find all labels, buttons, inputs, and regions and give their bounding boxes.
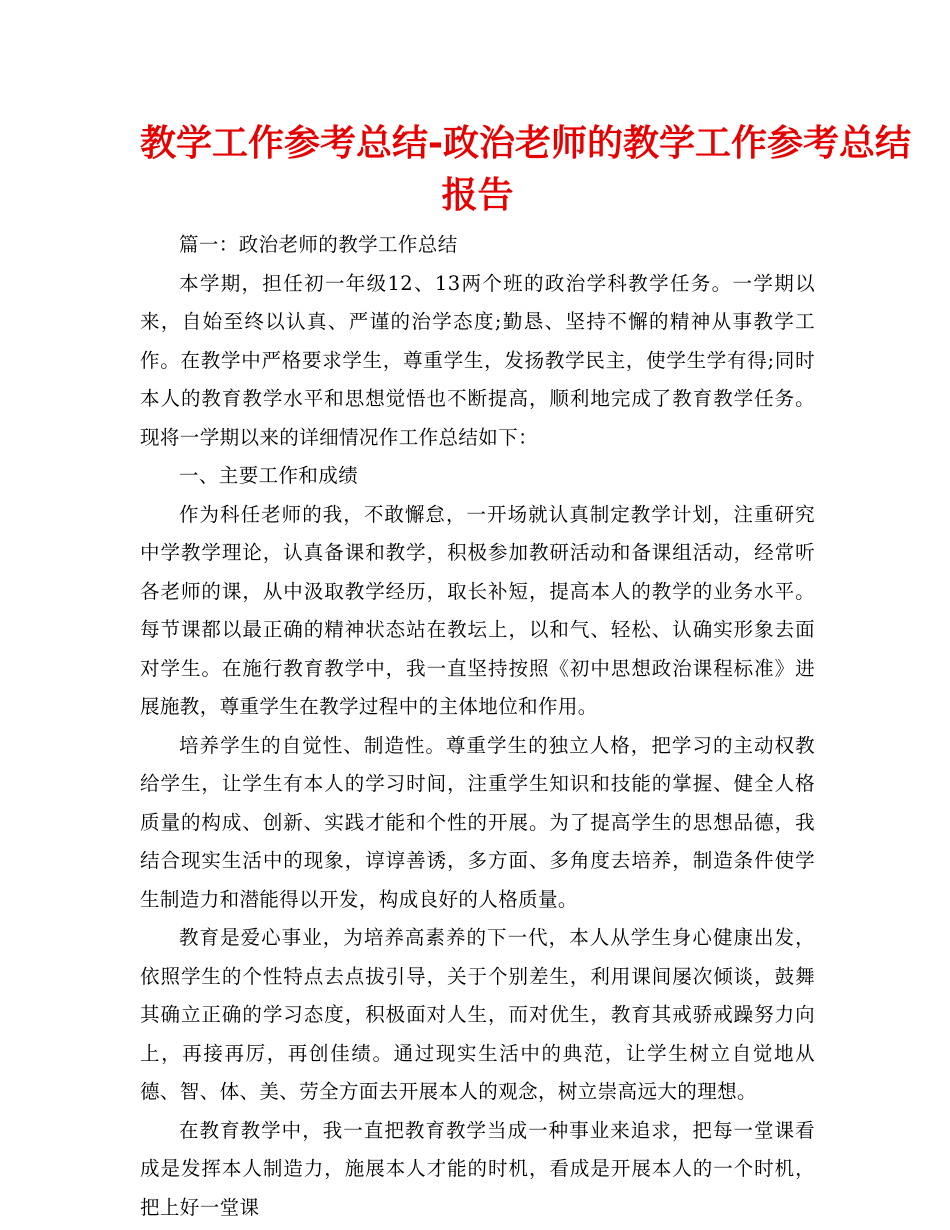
paragraph-intro: 本学期，担任初一年级12、13两个班的政治学科教学任务。一学期以来，自始至终以认真、严谨的治学态度;勤恳、坚持不懈的精神从事教学工作。在教学中严格要求学生，尊重学生，发扬教学民主，使学生学有得;同时本人的教育教学水平和思想觉悟也不断提高，顺利地完成了教育教学任务。现将一学期以来的详细情况作工作总结如下： <box>140 271 815 449</box>
title-line-1: 教学工作参考总结-政治老师的教学工作参考总结 <box>140 123 911 164</box>
paragraph-caring-education: 教育是爱心事业，为培养高素养的下一代，本人从学生身心健康出发，依照学生的个性特点去点拔引导，关于个别差生，利用课间屡次倾谈，鼓舞其确立正确的学习态度，积极面对人生，而对优生，教育其戒骄戒躁努力向上，再接再厉，再创佳绩。通过现实生活中的典范，让学生树立自觉地从德、智、体、美、劳全方面去开展本人的观念，树立崇高远大的理想。 <box>140 926 815 1103</box>
section-heading-part-one: 篇一：政治老师的教学工作总结 <box>179 233 458 256</box>
document-body <box>140 226 815 1227</box>
paragraph-career-pursuit: 在教育教学中，我一直把教育教学当成一种事业来追求，把每一堂课看成是发挥本人制造力，施展本人才能的时机，看成是开展本人的一个时机，把上好一堂课 <box>140 1118 815 1219</box>
paragraph-student-creativity: 培养学生的自觉性、制造性。尊重学生的独立人格，把学习的主动权教给学生，让学生有本人的学习时间，注重学生知识和技能的掌握、健全人格质量的构成、创新、实践才能和个性的开展。为了提高学生的思想品德，我结合现实生活中的现象，谆谆善诱，多方面、多角度去培养，制造条件使学生制造力和潜能得以开发，构成良好的人格质量。 <box>140 733 815 911</box>
section-heading-main-work: 一、主要工作和成绩 <box>179 464 359 487</box>
paragraph-teaching-practice: 作为科任老师的我，不敢懈怠，一开场就认真制定教学计划，注重研究中学教学理论，认真备课和教学，积极参加教研活动和备课组活动，经常听各老师的课，从中汲取教学经历，取长补短，提高本人的教学的业务水平。每节课都以最正确的精神状态站在教坛上，以和气、轻松、认确实形象去面对学生。在施行教育教学中，我一直坚持按照《初中思想政治课程标准》进展施教，尊重学生在教学过程中的主体地位和作用。 <box>140 502 815 718</box>
title-line-2: 报告 <box>441 175 514 216</box>
document-title <box>140 118 911 222</box>
